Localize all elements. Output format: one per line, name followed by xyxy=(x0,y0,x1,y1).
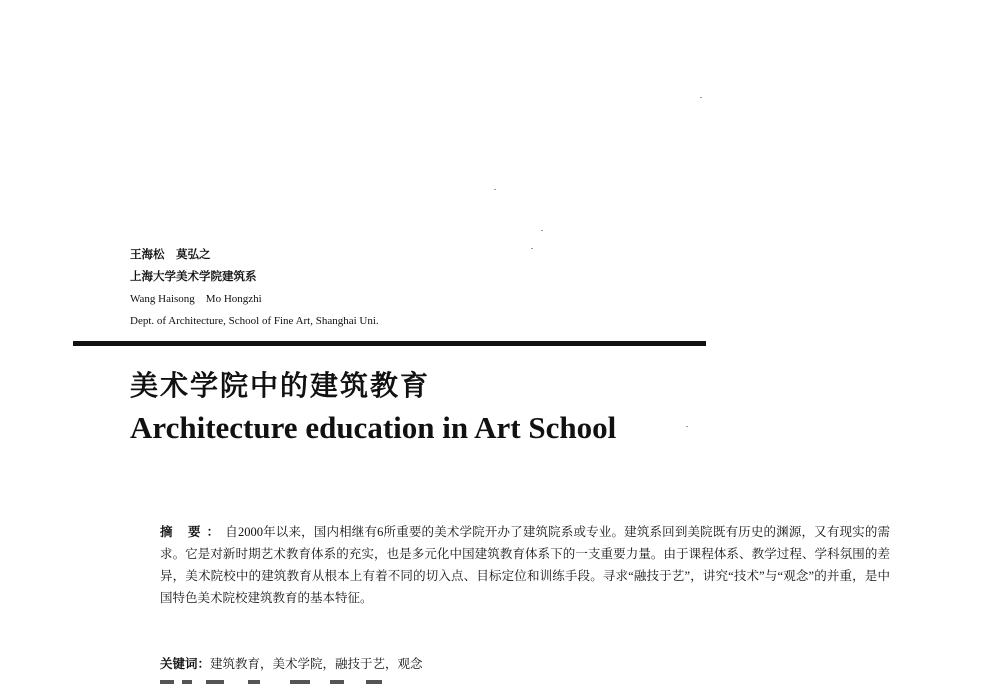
title-rule-divider xyxy=(73,341,706,346)
keywords-label: 关键词： xyxy=(160,657,211,671)
affiliation-chinese: 上海大学美术学院建筑系 xyxy=(130,271,257,283)
cropped-next-line xyxy=(160,678,400,684)
scan-speck xyxy=(700,97,702,98)
scan-speck xyxy=(531,248,533,249)
author-block xyxy=(130,244,379,332)
authors-chinese: 王海松 莫弘之 xyxy=(130,249,211,261)
scan-speck xyxy=(541,230,543,231)
scan-speck xyxy=(494,189,496,190)
abstract-text: 自2000年以来，国内相继有6所重要的美术学院开办了建筑院系或专业。建筑系回到美院既有历史的渊源，又有现实的需求。它是对新时期艺术教育体系的充实，也是多元化中国建筑教育体系下的一支重要力量。由于课程体系、教学过程、学科氛围的差异，美术院校中的建筑教育从根本上有着不同的切入点、目标定位和训练手段。寻求“融技于艺”，讲究“技术”与“观念”的并重，是中国特色美术院校建筑教育的基本特征。 xyxy=(160,525,890,605)
abstract-paragraph xyxy=(160,521,890,609)
authors-english: Wang Haisong Mo Hongzhi xyxy=(130,293,262,305)
abstract-label: 摘 要： xyxy=(160,525,226,539)
affiliation-english: Dept. of Architecture, School of Fine Art, Shanghai Uni. xyxy=(130,315,379,327)
title-chinese: 美术学院中的建筑教育 xyxy=(130,369,431,402)
scan-speck xyxy=(686,426,688,427)
keywords-line xyxy=(160,653,423,675)
keywords-text: 建筑教育，美术学院，融技于艺，观念 xyxy=(210,657,423,671)
title-english: Architecture education in Art School xyxy=(130,410,617,445)
